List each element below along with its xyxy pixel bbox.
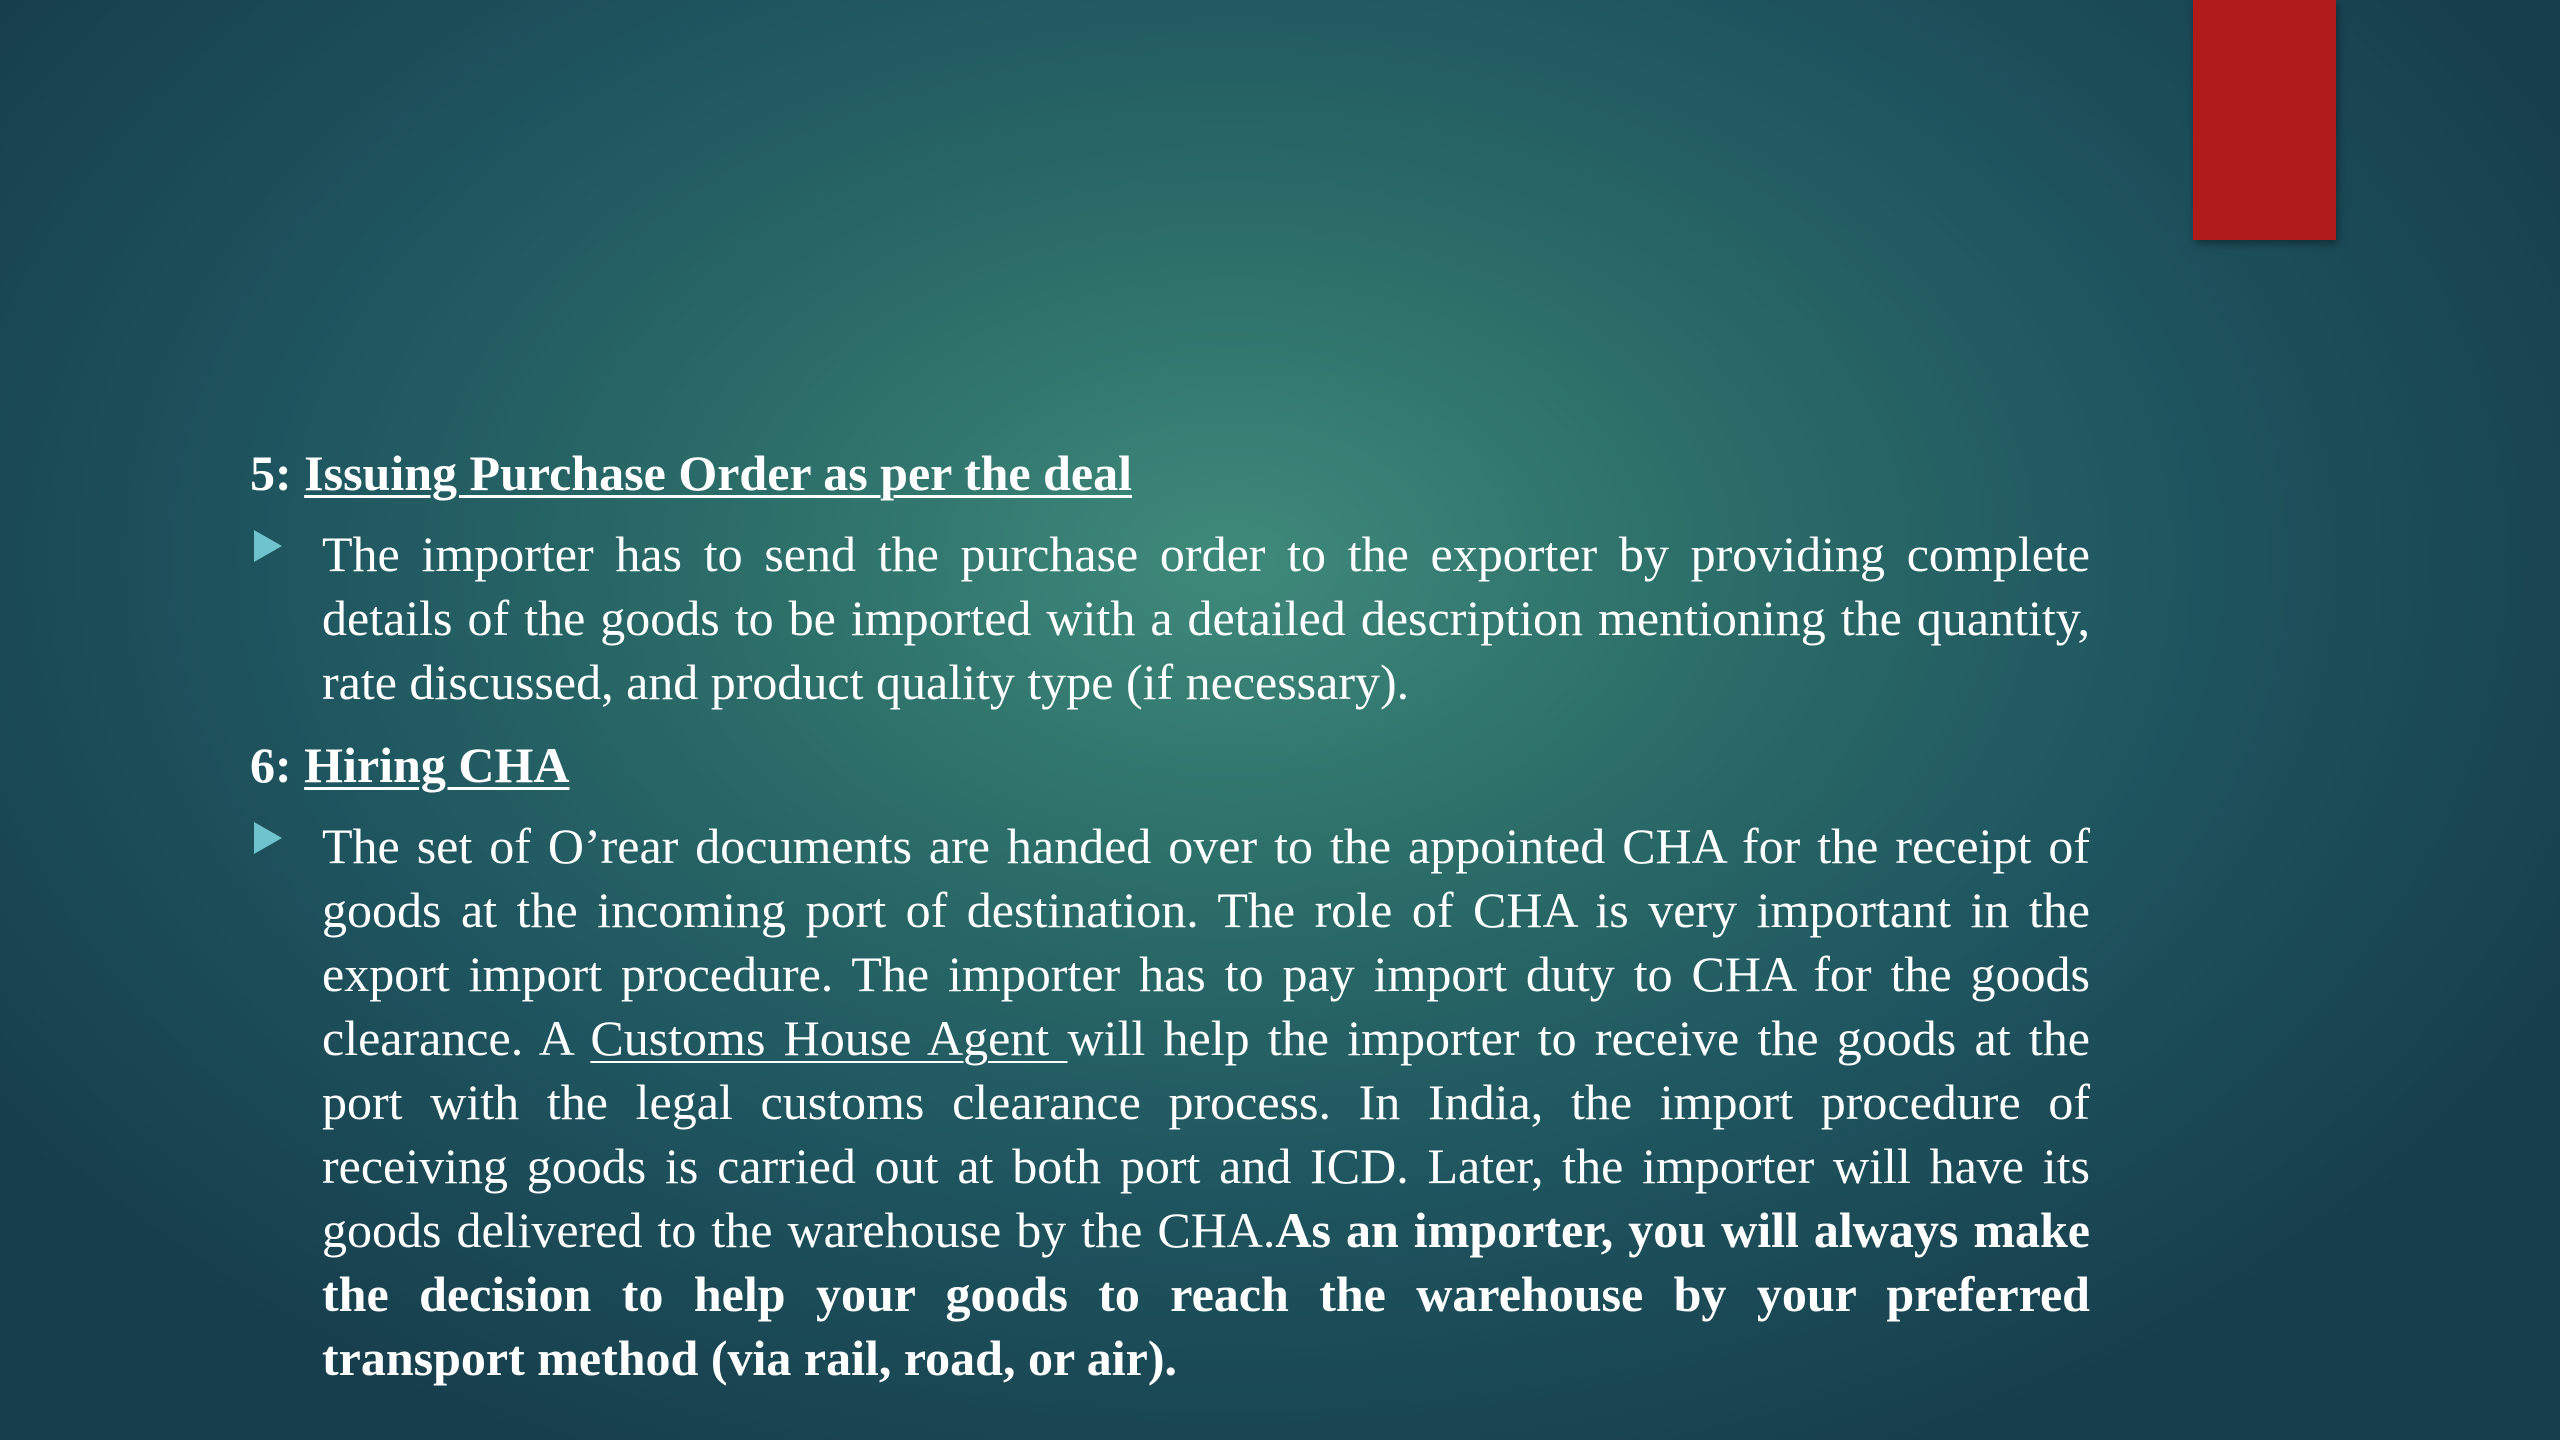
section-6-title: Hiring CHA (304, 737, 570, 793)
slide-content (250, 440, 2090, 1408)
section-5-title: Issuing Purchase Order as per the deal (304, 445, 1132, 501)
red-accent-bar (2193, 0, 2336, 240)
customs-house-agent-link[interactable]: Customs House Agent (590, 1010, 1068, 1066)
section-5-text: The importer has to send the purchase order to the exporter by providing complete details of the goods to be imported with a detailed description mentioning the quantity, rate discussed, and product quality type (if necessary). (322, 526, 2090, 710)
section-6-number: 6: (250, 737, 305, 793)
section-6-text-after-link: will help the importer to receive the goods at the port with the legal customs clearance process. In India, the import procedure of receiving goods is carried out at both port and ICD. Later, the importer will have its goods delivered to the warehouse by the CHA. (322, 1010, 2090, 1258)
section-6-text-before-link: The set of O’rear documents are handed over to the appointed CHA for the receipt of goods at the incoming port of destination. The role of CHA is very important in the export import procedure. The importer has to pay import duty to CHA for the goods clearance. A (322, 818, 2090, 1066)
triangle-right-icon (254, 530, 282, 562)
triangle-right-icon (254, 822, 282, 854)
section-5-bullet (250, 522, 2090, 714)
section-5-number: 5: (250, 445, 305, 501)
section-6-bold-text: As an importer, you will always make the decision to help your goods to reach the warehouse by your preferred transport method (via rail, road, or air). (322, 1202, 2091, 1386)
section-6-heading (250, 732, 2090, 798)
section-6-bullet (250, 814, 2090, 1390)
section-5-heading (250, 440, 2090, 506)
